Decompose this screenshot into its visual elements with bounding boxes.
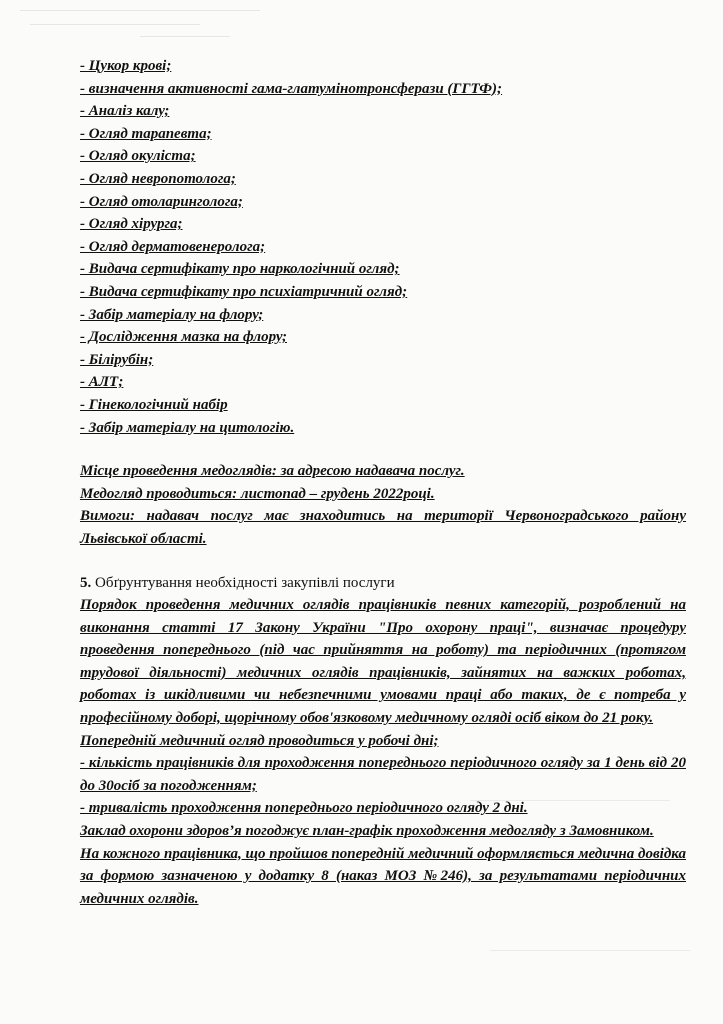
service-item: - Огляд тарапевта; [80, 125, 212, 142]
section-number: 5. [80, 575, 92, 591]
service-item: - визначення активності гама-глатумінотронсферази (ГГТФ); [80, 80, 503, 97]
conditions-block [80, 460, 686, 550]
service-item: - Білірубін; [80, 351, 154, 368]
service-item: - АЛТ; [80, 374, 124, 391]
paragraph: Порядок проведення медичних оглядів працівників певних категорій, розроблений на виконання статті 17 Закону України "Про охорону праці", визначає процедуру проведення попереднього (під час прийняття на роботу) та періодичних (протягом трудової діяльності) медичних оглядів працівників, зайнятих на важких роботах, роботах із шкідливими чи небезпечними умовами праці або таких, де є потреба у професійному доборі, щорічному обов'язковому медичному огляді осіб віком до 21 року. [80, 597, 686, 726]
paragraph: - тривалість проходження попереднього періодичного огляду 2 дні. [80, 800, 528, 817]
section-5-body [80, 594, 686, 910]
bleed-through-marks [20, 6, 380, 46]
paragraph: Попередній медичний огляд проводиться у робочі дні; [80, 732, 439, 749]
period-line: Медогляд проводиться: листопад – грудень 2022році. [80, 485, 435, 502]
service-item: - Аналіз калу; [80, 103, 170, 120]
section-title: Обґрунтування необхідності закупівлі послуги [95, 575, 395, 591]
paragraph: - кількість працівників для проходження попереднього періодичного огляду за 1 день від 20 до 30осіб за погодженням; [80, 755, 686, 794]
paragraph: На кожного працівника, що пройшов попередній медичний оформляється медична довідка за формою зазначеною у додатку 8 (наказ МОЗ №246), за результатами періодичних медичних оглядів. [80, 845, 686, 907]
service-item: - Забір матеріалу на флору; [80, 306, 264, 323]
service-item: - Огляд хірурга; [80, 216, 183, 233]
service-item: - Огляд окуліста; [80, 148, 196, 165]
requirement-line: Вимоги: надавач послуг має знаходитись на території Червоноградського району Львівської області. [80, 508, 686, 547]
service-item: - Цукор крові; [80, 58, 172, 74]
service-item: - Видача сертифікату про психіатричний огляд; [80, 283, 408, 300]
service-item: - Гінекологічний набір [80, 396, 228, 413]
service-item: - Огляд отоларинголога; [80, 193, 243, 210]
service-item: - Огляд невропотолога; [80, 170, 236, 187]
section-5-heading [80, 572, 395, 595]
paragraph: Заклад охорони здоров’я погоджує план-графік проходження медогляду з Замовником. [80, 822, 654, 839]
place-line: Місце проведення медоглядів: за адресою надавача послуг. [80, 463, 465, 479]
service-item: - Забір матеріалу на цитологію. [80, 419, 295, 436]
services-list [80, 55, 502, 439]
service-item: - Дослідження мазка на флору; [80, 329, 287, 346]
service-item: - Видача сертифікату про наркологічний огляд; [80, 261, 400, 278]
service-item: - Огляд дерматовенеролога; [80, 238, 266, 255]
